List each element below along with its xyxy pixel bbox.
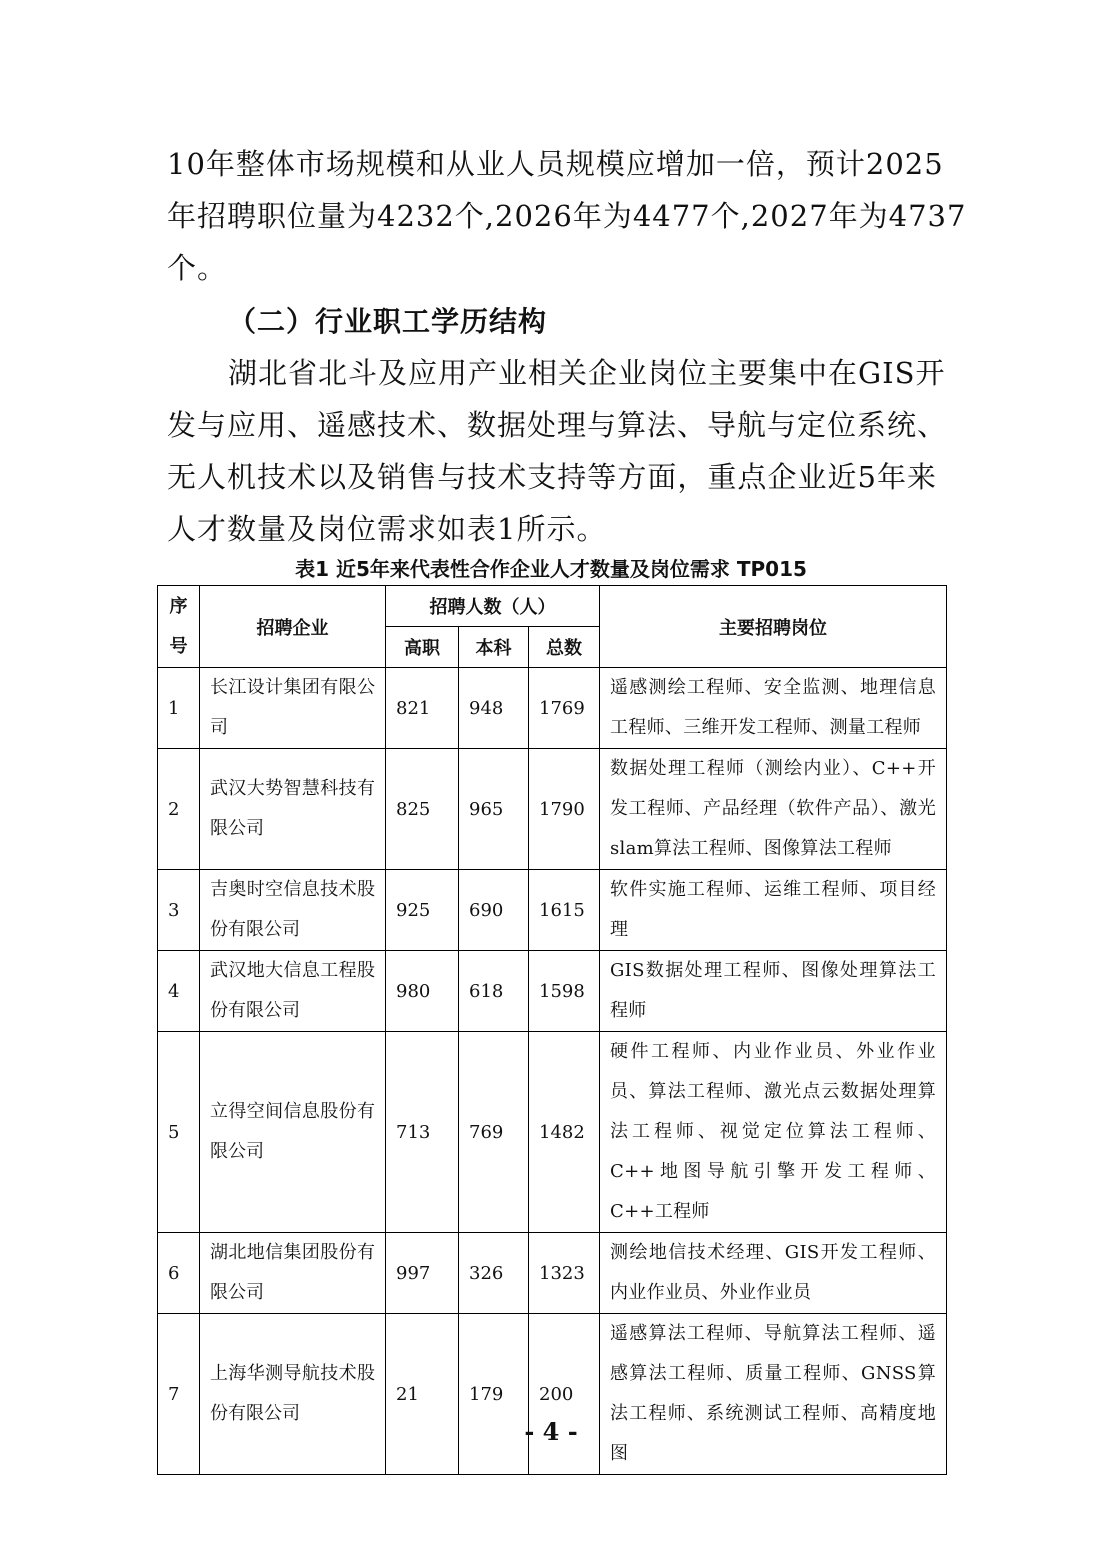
cell-total: 1615	[529, 870, 600, 951]
table-caption: 表1 近5年来代表性合作企业人才数量及岗位需求 TP015	[295, 557, 807, 581]
cell-company: 湖北地信集团股份有限公司	[200, 1233, 386, 1314]
cell-bachelor: 179	[459, 1314, 529, 1475]
header-bachelor: 本科	[459, 627, 529, 668]
cell-positions: 遥感测绘工程师、安全监测、地理信息工程师、三维开发工程师、测量工程师	[600, 668, 947, 749]
cell-vocational: 713	[386, 1032, 459, 1233]
cell-total: 1790	[529, 749, 600, 870]
cell-vocational: 925	[386, 870, 459, 951]
table-row	[158, 1233, 947, 1314]
cell-total: 1482	[529, 1032, 600, 1233]
header-index: 序号	[158, 586, 200, 668]
cell-total: 1323	[529, 1233, 600, 1314]
cell-vocational: 980	[386, 951, 459, 1032]
header-company: 招聘企业	[200, 586, 386, 668]
cell-bachelor: 965	[459, 749, 529, 870]
cell-index: 3	[158, 870, 200, 951]
cell-company: 立得空间信息股份有限公司	[200, 1032, 386, 1233]
cell-vocational: 825	[386, 749, 459, 870]
paragraph-2-line-2: 发与应用、遥感技术、数据处理与算法、导航与定位系统、	[167, 408, 948, 442]
cell-company: 武汉大势智慧科技有限公司	[200, 749, 386, 870]
header-positions: 主要招聘岗位	[600, 586, 947, 668]
table-row	[158, 1032, 947, 1233]
cell-index: 4	[158, 951, 200, 1032]
cell-bachelor: 690	[459, 870, 529, 951]
cell-positions: 数据处理工程师（测绘内业）、C++开发工程师、产品经理（软件产品）、激光slam算法工程师、图像算法工程师	[600, 749, 947, 870]
cell-bachelor: 618	[459, 951, 529, 1032]
cell-index: 7	[158, 1314, 200, 1475]
cell-vocational: 821	[386, 668, 459, 749]
cell-vocational: 21	[386, 1314, 459, 1475]
table-row	[158, 668, 947, 749]
cell-company: 吉奥时空信息技术股份有限公司	[200, 870, 386, 951]
recruitment-table	[157, 585, 947, 1475]
header-total: 总数	[529, 627, 600, 668]
paragraph-1-line-2: 年招聘职位量为4232个,2026年为4477个,2027年为4737	[167, 199, 967, 233]
page-number: - 4 -	[524, 1417, 578, 1446]
paragraph-1-line-3: 个。	[167, 251, 228, 285]
cell-total: 1598	[529, 951, 600, 1032]
cell-positions: 硬件工程师、内业作业员、外业作业员、算法工程师、激光点云数据处理算法工程师、视觉定位算法工程师、C++地图导航引擎开发工程师、C++工程师	[600, 1032, 947, 1233]
cell-index: 1	[158, 668, 200, 749]
table-row	[158, 749, 947, 870]
header-vocational: 高职	[386, 627, 459, 668]
cell-index: 2	[158, 749, 200, 870]
cell-vocational: 997	[386, 1233, 459, 1314]
cell-total: 1769	[529, 668, 600, 749]
table-row	[158, 870, 947, 951]
cell-total: 200	[529, 1314, 600, 1475]
table-header-row	[158, 586, 947, 627]
paragraph-2-line-4: 人才数量及岗位需求如表1所示。	[167, 512, 607, 546]
cell-company: 上海华测导航技术股份有限公司	[200, 1314, 386, 1475]
cell-bachelor: 326	[459, 1233, 529, 1314]
cell-index: 6	[158, 1233, 200, 1314]
cell-company: 长江设计集团有限公司	[200, 668, 386, 749]
table-row	[158, 951, 947, 1032]
cell-positions: 测绘地信技术经理、GIS开发工程师、内业作业员、外业作业员	[600, 1233, 947, 1314]
table-row	[158, 1314, 947, 1475]
cell-index: 5	[158, 1032, 200, 1233]
cell-bachelor: 769	[459, 1032, 529, 1233]
cell-company: 武汉地大信息工程股份有限公司	[200, 951, 386, 1032]
paragraph-1-line-1: 10年整体市场规模和从业人员规模应增加一倍，预计2025	[167, 147, 944, 181]
paragraph-2-line-1: 湖北省北斗及应用产业相关企业岗位主要集中在GIS开	[228, 356, 946, 390]
cell-positions: GIS数据处理工程师、图像处理算法工程师	[600, 951, 947, 1032]
section-heading: （二）行业职工学历结构	[228, 305, 548, 338]
cell-positions: 遥感算法工程师、导航算法工程师、遥感算法工程师、质量工程师、GNSS算法工程师、系统测试工程师、高精度地图	[600, 1314, 947, 1475]
cell-bachelor: 948	[459, 668, 529, 749]
paragraph-2-line-3: 无人机技术以及销售与技术支持等方面，重点企业近5年来	[167, 460, 937, 494]
header-count-group: 招聘人数（人）	[386, 586, 600, 627]
cell-positions: 软件实施工程师、运维工程师、项目经理	[600, 870, 947, 951]
